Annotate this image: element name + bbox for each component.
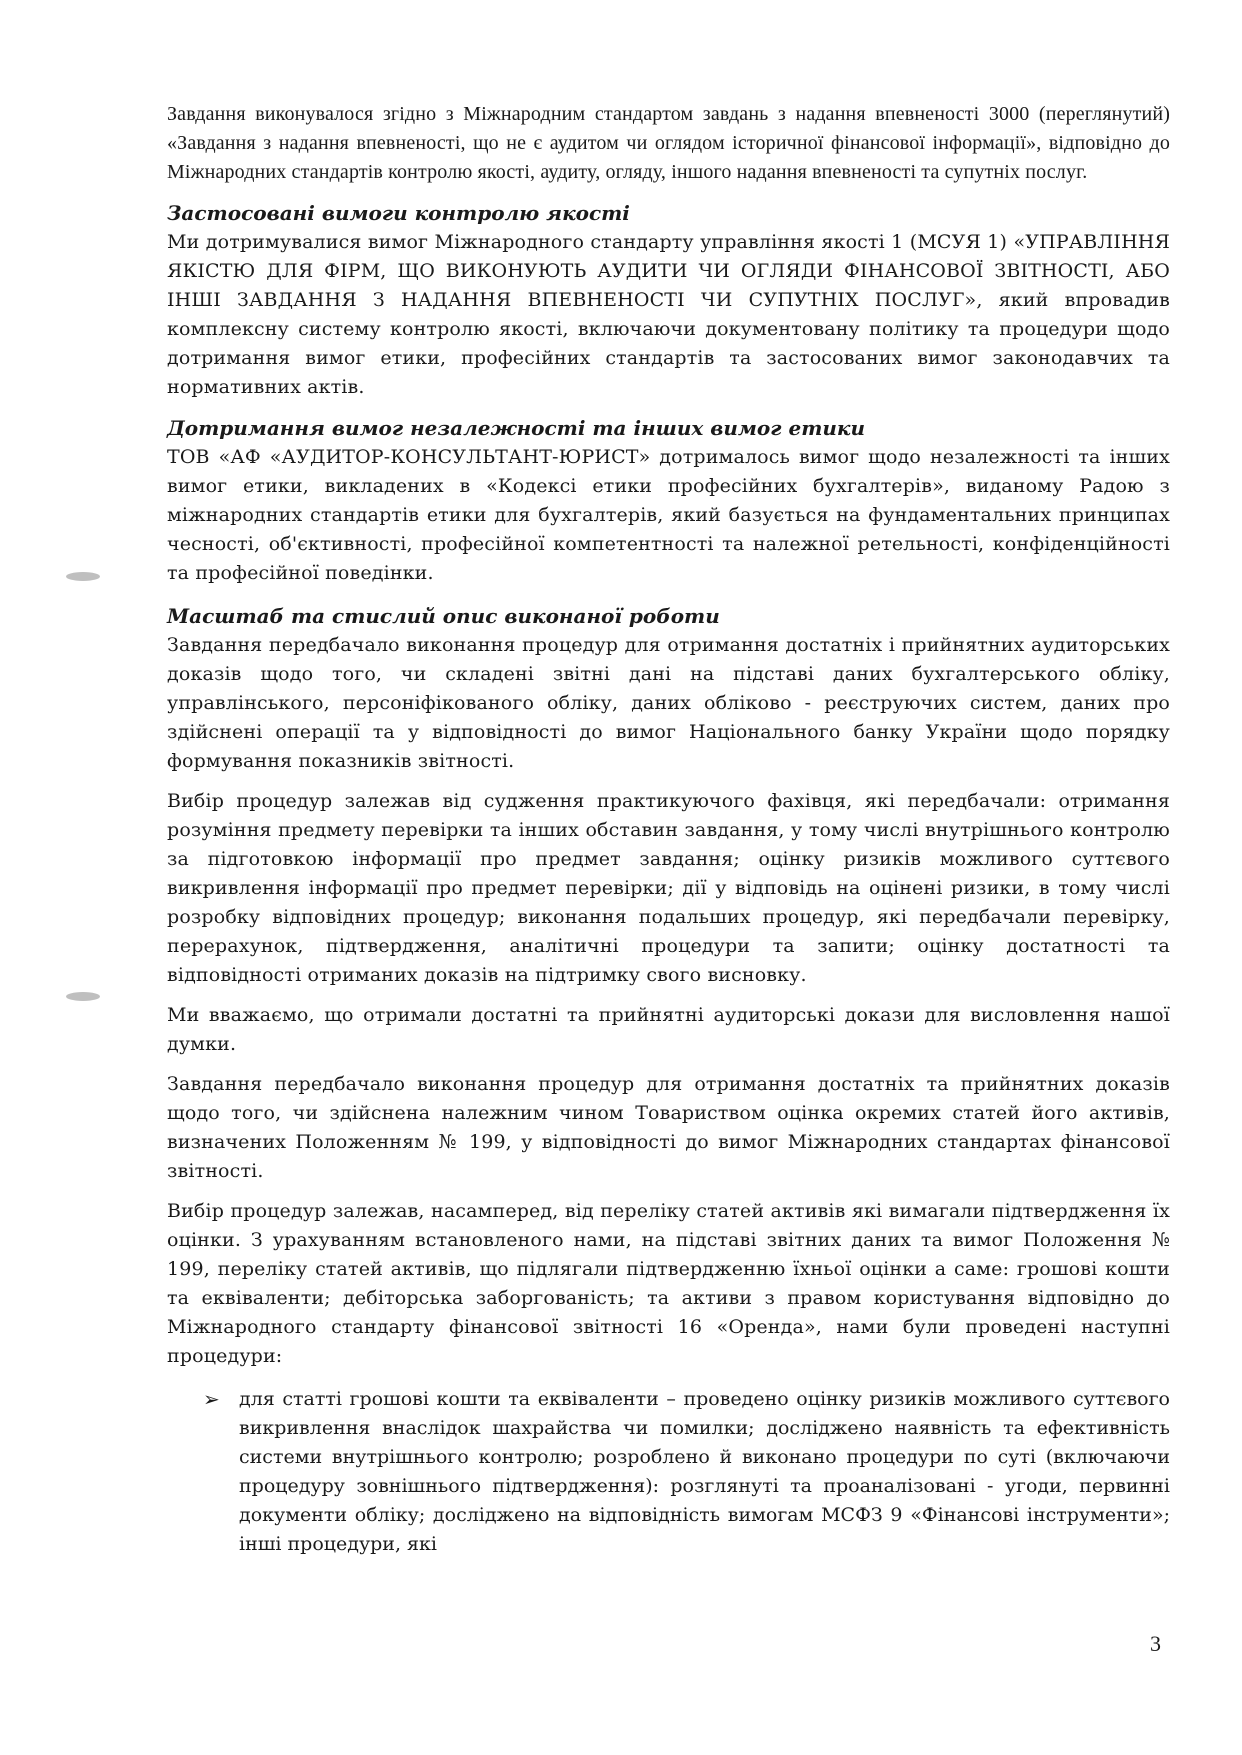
- scope-paragraph-4: Завдання передбачало виконання процедур для отримання достатніх та прийнятних доказів щодо того, чи здійснена належним чином Товариством оцінка окремих статей його активів, визначених Положенням № 199, у відповідності до вимог Міжнародних стандартах фінансової звітності.: [167, 1073, 1170, 1182]
- intro-paragraph: Завдання виконувалося згідно з Міжнародним стандартом завдань з надання впевненості 3000 (переглянутий) «Завдання з надання впевненості, що не є аудитом чи оглядом історичної фінансової інформації», відповідно до Міжнародних стандартів контролю якості, аудиту, огляду, іншого надання впевненості та супутніх послуг.: [167, 103, 1170, 183]
- independence-ethics-paragraph: ТОВ «АФ «АУДИТОР-КОНСУЛЬТАНТ-ЮРИСТ» дотрималось вимог щодо незалежності та інших вимог етики, викладених в «Кодексі етики професійних бухгалтерів», виданому Радою з міжнародних стандартів етики для бухгалтерів, який базується на фундаментальних принципах чесності, об'єктивності, професійної компетентності та належної ретельності, конфіденційності та професійної поведінки.: [167, 446, 1170, 584]
- list-item-text: для статті грошові кошти та еквіваленти – проведено оцінку ризиків можливого суттєвого викривлення внаслідок шахрайства чи помилки; досліджено наявність та ефективність системи внутрішнього контролю; розроблено й виконано процедури по суті (включаючи процедуру зовнішнього підтвердження): розглянуті та проаналізовані - угоди, первинні документи обліку; досліджено на відповідність вимогам МСФЗ 9 «Фінансові інструменти»; інші процедури, які: [239, 1388, 1170, 1555]
- quality-control-paragraph: Ми дотримувалися вимог Міжнародного стандарту управління якості 1 (МСУЯ 1) «УПРАВЛІННЯ ЯКІСТЮ ДЛЯ ФІРМ, ЩО ВИКОНУЮТЬ АУДИТИ ЧИ ОГЛЯДИ ФІНАНСОВОЇ ЗВІТНОСТІ, АБО ІНШІ ЗАВДАННЯ З НАДАННЯ ВПЕВНЕНОСТІ ЧИ СУПУТНІХ ПОСЛУГ», який впровадив комплексну систему контролю якості, включаючи документовану політику та процедури щодо дотримання вимог етики, професійних стандартів та застосованих вимог законодавчих та нормативних актів.: [167, 231, 1170, 398]
- punch-hole-mark: [66, 992, 100, 1001]
- section-heading-independence-ethics: Дотримання вимог незалежності та інших вимог етики: [167, 416, 865, 440]
- procedures-list: [167, 1385, 1170, 1559]
- document-body: [167, 100, 1170, 1559]
- arrow-bullet-icon: ➢: [203, 1387, 220, 1411]
- page-number: 3: [1150, 1631, 1161, 1656]
- scope-paragraph-5: Вибір процедур залежав, насамперед, від переліку статей активів які вимагали підтвердження їх оцінки. З урахуванням встановленого нами, на підставі звітних даних та вимог Положення № 199, переліку статей активів, що підлягали підтвердженню їхньої оцінки а саме: грошові кошти та еквіваленти; дебіторська заборгованість; та активи з правом користування відповідно до Міжнародного стандарту фінансової звітності 16 «Оренда», нами були проведені наступні процедури:: [167, 1200, 1170, 1367]
- scope-paragraph-1: Завдання передбачало виконання процедур для отримання достатніх і прийнятних аудиторських доказів щодо того, чи складені звітні дані на підставі даних бухгалтерського обліку, управлінського, персоніфікованого обліку, даних обліково - реєструючих систем, даних про здійснені операції та у відповідності до вимог Національного банку України щодо порядку формування показників звітності.: [167, 634, 1170, 772]
- scope-paragraph-2: Вибір процедур залежав від судження практикуючого фахівця, які передбачали: отримання розуміння предмету перевірки та інших обставин завдання, у тому числі внутрішнього контролю за підготовкою інформації про предмет завдання; оцінку ризиків можливого суттєвого викривлення інформації про предмет перевірки; дії у відповідь на оцінені ризики, в тому числі розробку відповідних процедур; виконання подальших процедур, які передбачали перевірку, перерахунок, підтвердження, аналітичні процедури та запити; оцінку достатності та відповідності отриманих доказів на підтримку свого висновку.: [167, 790, 1170, 986]
- scope-paragraph-3: Ми вважаємо, що отримали достатні та прийнятні аудиторські докази для висловлення нашої думки.: [167, 1004, 1170, 1055]
- section-heading-quality-control: Застосовані вимоги контролю якості: [167, 201, 630, 225]
- list-item: [203, 1385, 1170, 1559]
- punch-hole-mark: [66, 572, 100, 581]
- section-heading-scope-of-work: Масштаб та стислий опис виконаної роботи: [167, 604, 720, 628]
